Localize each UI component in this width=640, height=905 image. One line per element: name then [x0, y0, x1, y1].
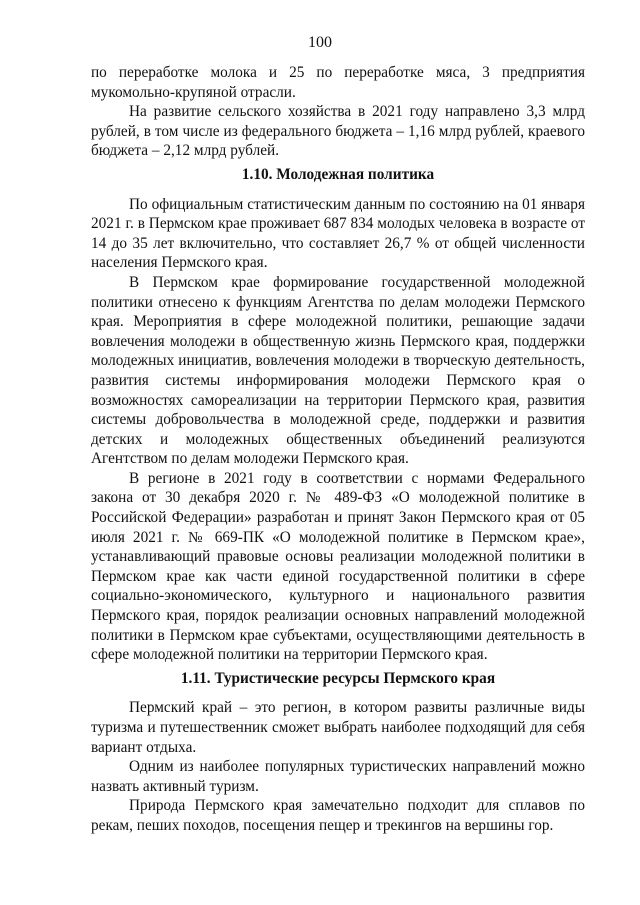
paragraph-youth-law: В регионе в 2021 году в соответствии с нормами Федерального закона от 30 декабря 2020 г. № 489-ФЗ «О молодежной политике в Российской Федерации» разработан и принят Закон Пермского края от 05 июля 2021 г. № 669-ПК «О молодежной политике в Пермском крае», устанавливающий правовые основы реализации молодежной политики в Пермском крае как части единой государственной политики в сфере социально-экономического, культурного и национального развития Пермского края, порядок реализации основных направлений молодежной политики в Пермском крае субъектами, осуществляющими деятельность в сфере молодежной политики на территории Пермского края.: [91, 469, 585, 664]
paragraph-youth-agency: В Пермском крае формирование государственной молодежной политики отнесено к функциям Агентства по делам молодежи Пермского края. Мероприятия в сфере молодежной политики, решающие задачи вовлечения молодежи в общественную жизнь Пермского края, поддержки молодежных инициатив, вовлечения молодежи в творческую деятельность, развития системы информирования молодежи Пермского края о возможностях самореализации на территории Пермского края, развития системы добровольчества в молодежной среде, поддержки и развития детских и молодежных общественных объединений реализуются Агентством по делам молодежи Пермского края.: [91, 273, 585, 468]
page-number: 100: [308, 34, 332, 51]
paragraph-nature-activities: Природа Пермского края замечательно подходит для сплавов по рекам, пеших походов, посещения пещер и трекингов на вершины гор.: [91, 797, 585, 834]
section-heading-youth-policy: 1.10. Молодежная политика: [241, 165, 435, 183]
paragraph-dairy-meat-processing: по переработке молока и 25 по переработке мяса, 3 предприятия мукомольно-крупяной отрасли.: [91, 64, 585, 101]
page-body: [91, 63, 585, 836]
paragraph-youth-statistics: По официальным статистическим данным по состоянию на 01 января 2021 г. в Пермском крае проживает 687 834 молодых человека в возрасте от 14 до 35 лет включительно, что составляет 26,7 % от общей численности населения Пермского края.: [91, 195, 585, 272]
section-heading-tourism: 1.11. Туристические ресурсы Пермского края: [180, 669, 496, 687]
paragraph-active-tourism: Одним из наиболее популярных туристических направлений можно назвать активный туризм.: [91, 758, 585, 795]
paragraph-tourism-types: Пермский край – это регион, в котором развиты различные виды туризма и путешественник сможет выбрать наиболее подходящий для себя вариант отдыха.: [91, 699, 585, 756]
paragraph-agriculture-funding: На развитие сельского хозяйства в 2021 году направлено 3,3 млрд рублей, в том числе из федерального бюджета – 1,16 млрд рублей, краевого бюджета – 2,12 млрд рублей.: [91, 103, 585, 160]
